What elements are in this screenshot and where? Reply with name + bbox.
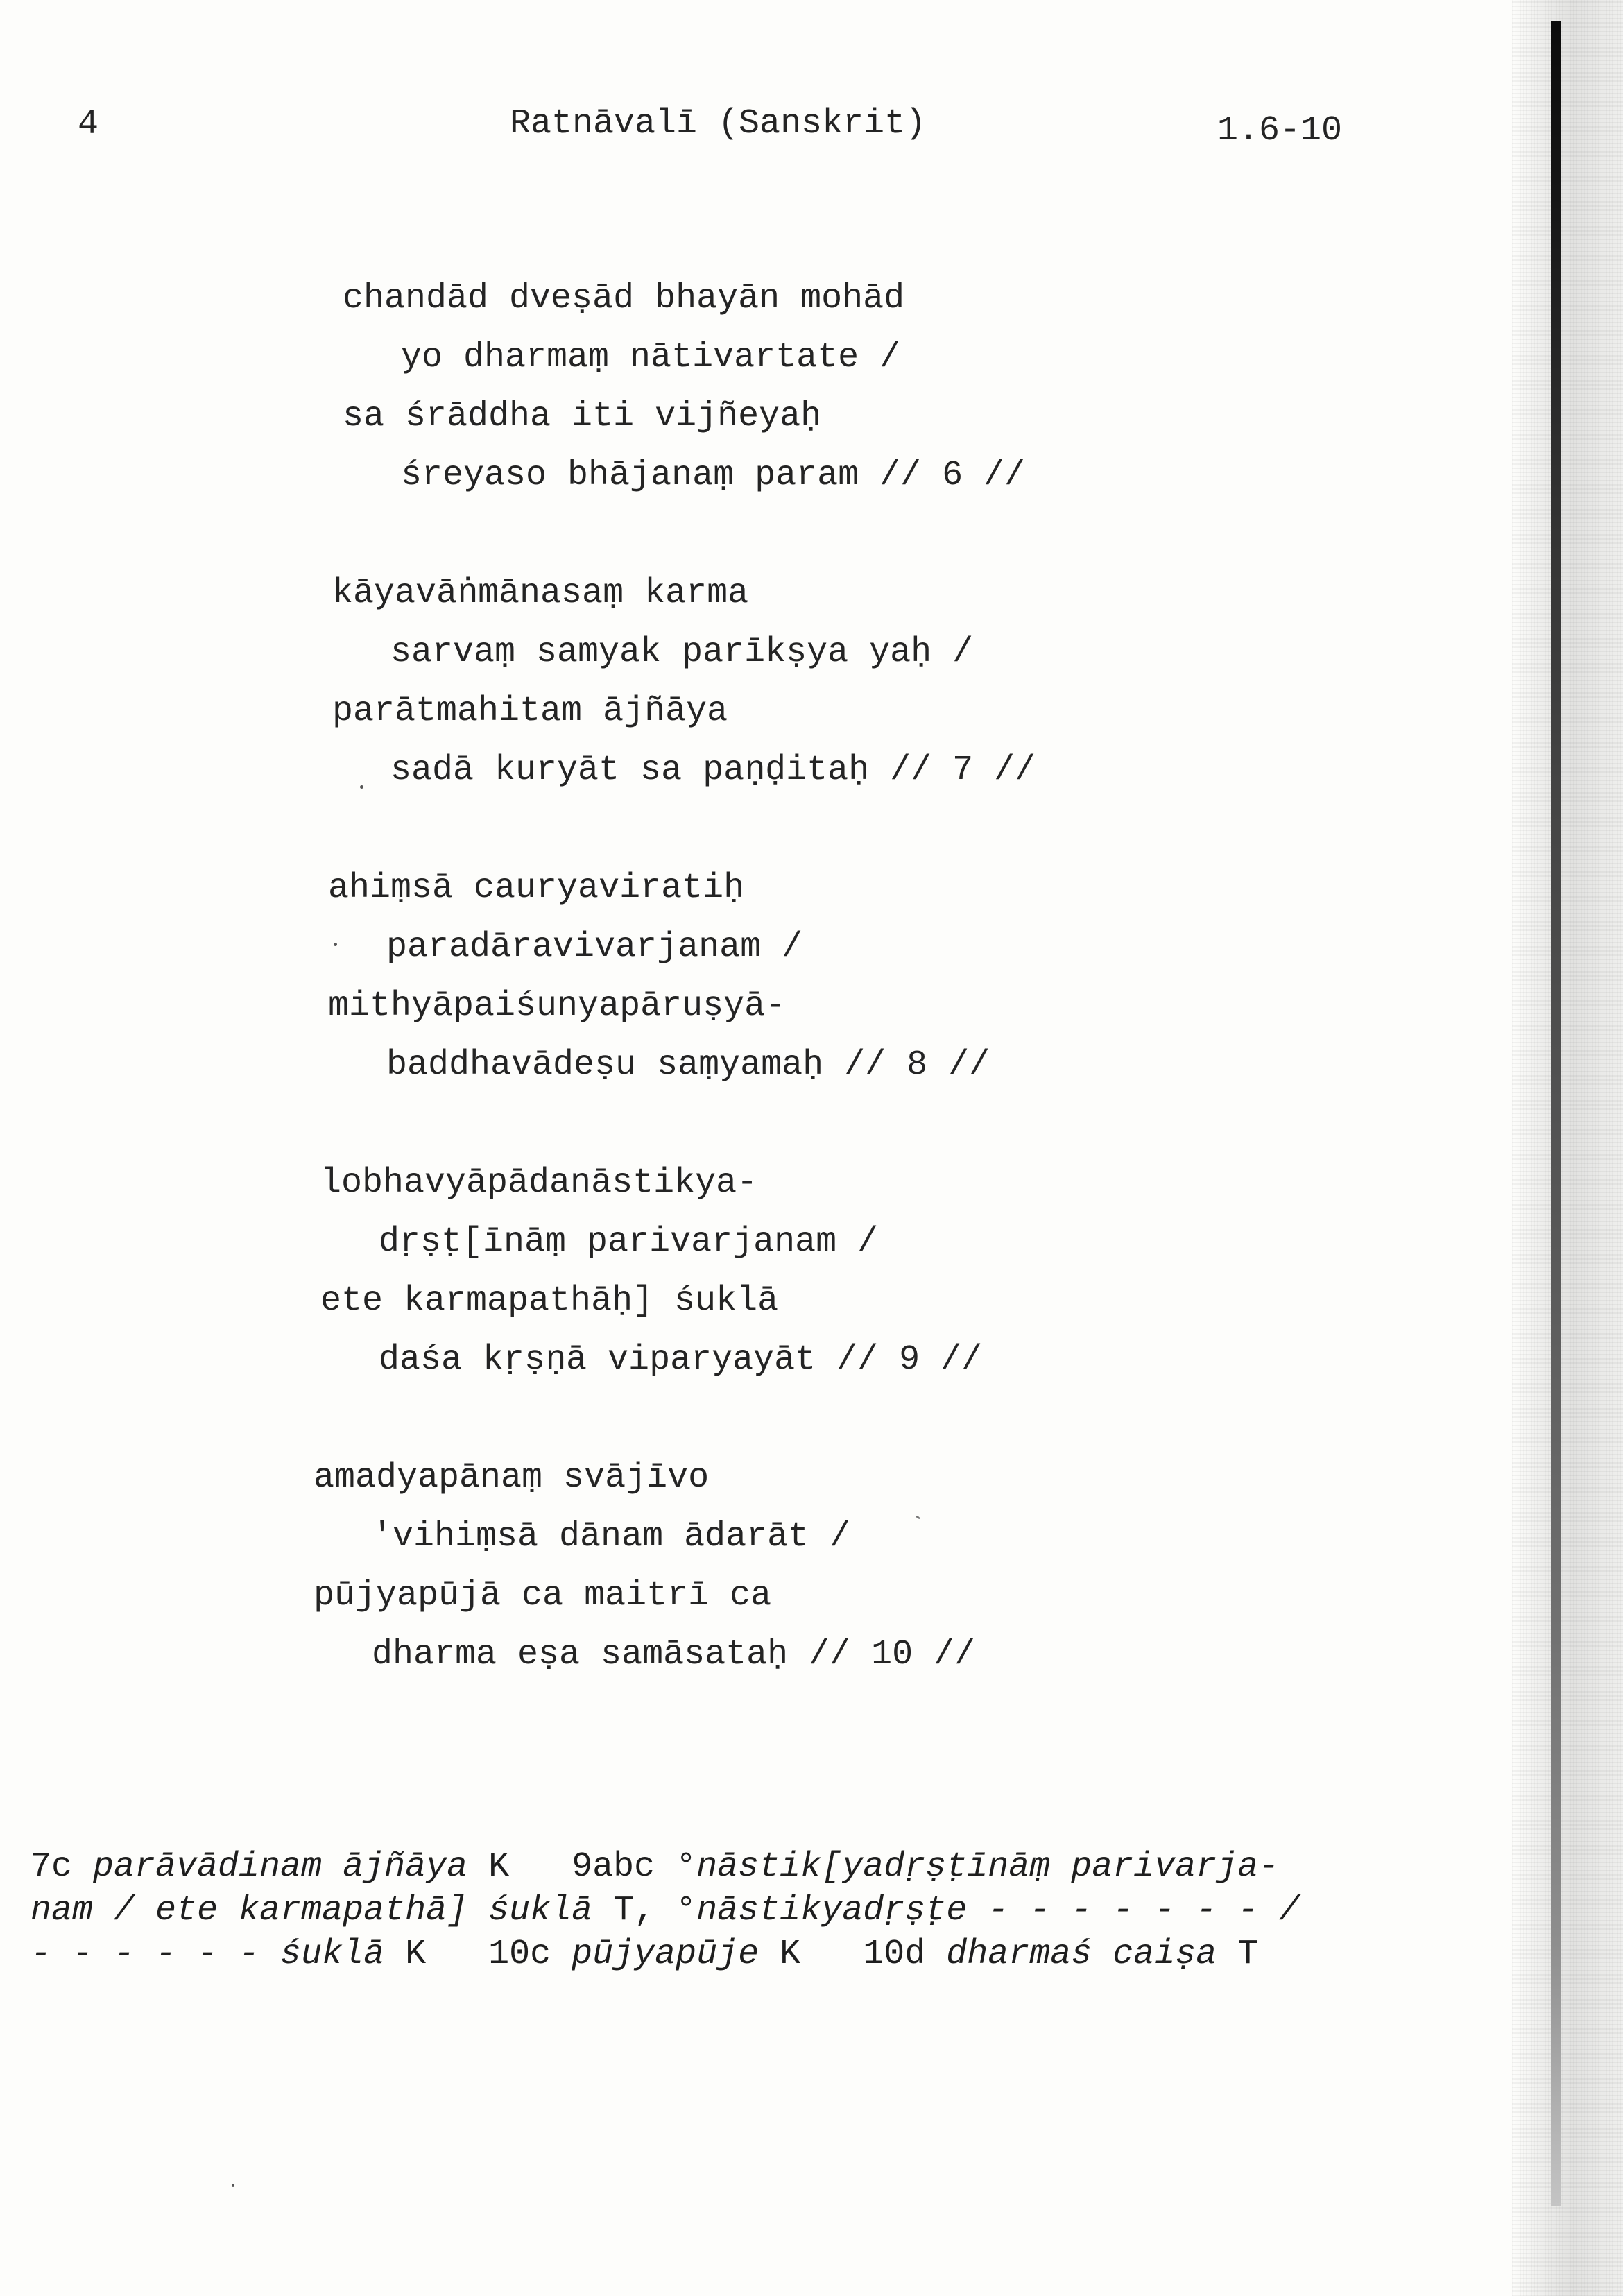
apparatus-reading: °nāstik[yadṛṣṭīnāṃ parivarja- — [676, 1847, 1280, 1887]
verse-range: 1.6-10 — [1217, 111, 1343, 151]
verse-line: chandād dveṣād bhayān mohād — [343, 279, 905, 318]
page-number: 4 — [78, 105, 99, 144]
verse-line: amadyapānaṃ svājīvo — [314, 1458, 710, 1498]
verse-line: lobhavyāpādanāstikya- — [320, 1163, 758, 1203]
verse-text — [0, 269, 1036, 1743]
apparatus-reading: nam / ete karmapathā] śuklā — [31, 1891, 593, 1930]
stanza-verse-10 — [314, 1448, 1036, 1684]
stanza-verse-6 — [343, 269, 1036, 505]
apparatus-reading: - - - - - - śuklā — [31, 1935, 385, 1974]
apparatus-siglum: T, — [613, 1891, 655, 1930]
apparatus-ref: 10c — [488, 1935, 551, 1974]
apparatus-siglum: K — [488, 1847, 510, 1887]
stanza-verse-7 — [332, 564, 1036, 800]
verse-line: baddhavādeṣu saṃyamaḥ // 8 // — [386, 1045, 990, 1085]
apparatus-siglum: K — [405, 1935, 427, 1974]
verse-line: sadā kuryāt sa paṇḍitaḥ // 7 // — [390, 751, 1036, 790]
stanza-verse-8 — [328, 859, 1036, 1095]
verse-line: dṛṣṭ[īnāṃ parivarjanam / — [379, 1222, 879, 1262]
verse-line: pūjyapūjā ca maitrī ca — [314, 1576, 772, 1616]
verse-line: paradāravivarjanam / — [386, 927, 803, 967]
verse-line: daśa kṛṣṇā viparyayāt // 9 // — [379, 1340, 983, 1380]
stanza-verse-9 — [320, 1154, 1036, 1389]
apparatus-line — [31, 1933, 1300, 1976]
apparatus-reading: pūjyapūje — [572, 1935, 759, 1974]
apparatus-ref: 10d — [863, 1935, 926, 1974]
verse-line: sa śrāddha iti vijñeyaḥ — [343, 397, 822, 436]
verse-line: ete karmapathāḥ] śuklā — [320, 1281, 779, 1321]
apparatus-siglum: K — [780, 1935, 801, 1974]
verse-line: 'vihiṃsā dānam ādarāt / — [372, 1517, 851, 1557]
apparatus-reading: parāvādinam ājñāya — [93, 1847, 468, 1887]
apparatus-siglum: T — [1237, 1935, 1259, 1974]
apparatus-reading: °nāstikyadṛṣṭe - - - - - - - / — [676, 1891, 1300, 1930]
apparatus-ref: 7c — [31, 1847, 73, 1887]
scan-speck — [232, 2184, 234, 2187]
verse-line: mithyāpaiśunyapāruṣyā- — [328, 986, 787, 1026]
running-title: Ratnāvalī (Sanskrit) — [510, 104, 927, 144]
verse-line: yo dharmaṃ nātivartate / — [401, 338, 901, 377]
verse-line: ahiṃsā cauryaviratiḥ — [328, 868, 745, 908]
verse-line: dharma eṣa samāsataḥ // 10 // — [372, 1635, 976, 1674]
verse-line: parātmahitam ājñāya — [332, 692, 728, 731]
scan-binding-edge — [1551, 21, 1561, 2206]
apparatus-reading: dharmaś caiṣa — [946, 1935, 1217, 1974]
verse-line: śreyaso bhājanaṃ param // 6 // — [401, 456, 1026, 495]
apparatus-line — [31, 1889, 1300, 1933]
scan-edge-shadow — [1512, 0, 1623, 2296]
verse-line: kāyavāṅmānasaṃ karma — [332, 574, 749, 613]
critical-apparatus — [31, 1845, 1300, 1976]
verse-line: sarvaṃ samyak parīkṣya yaḥ / — [390, 633, 974, 672]
apparatus-line — [31, 1845, 1300, 1889]
apparatus-ref: 9abc — [572, 1847, 655, 1887]
